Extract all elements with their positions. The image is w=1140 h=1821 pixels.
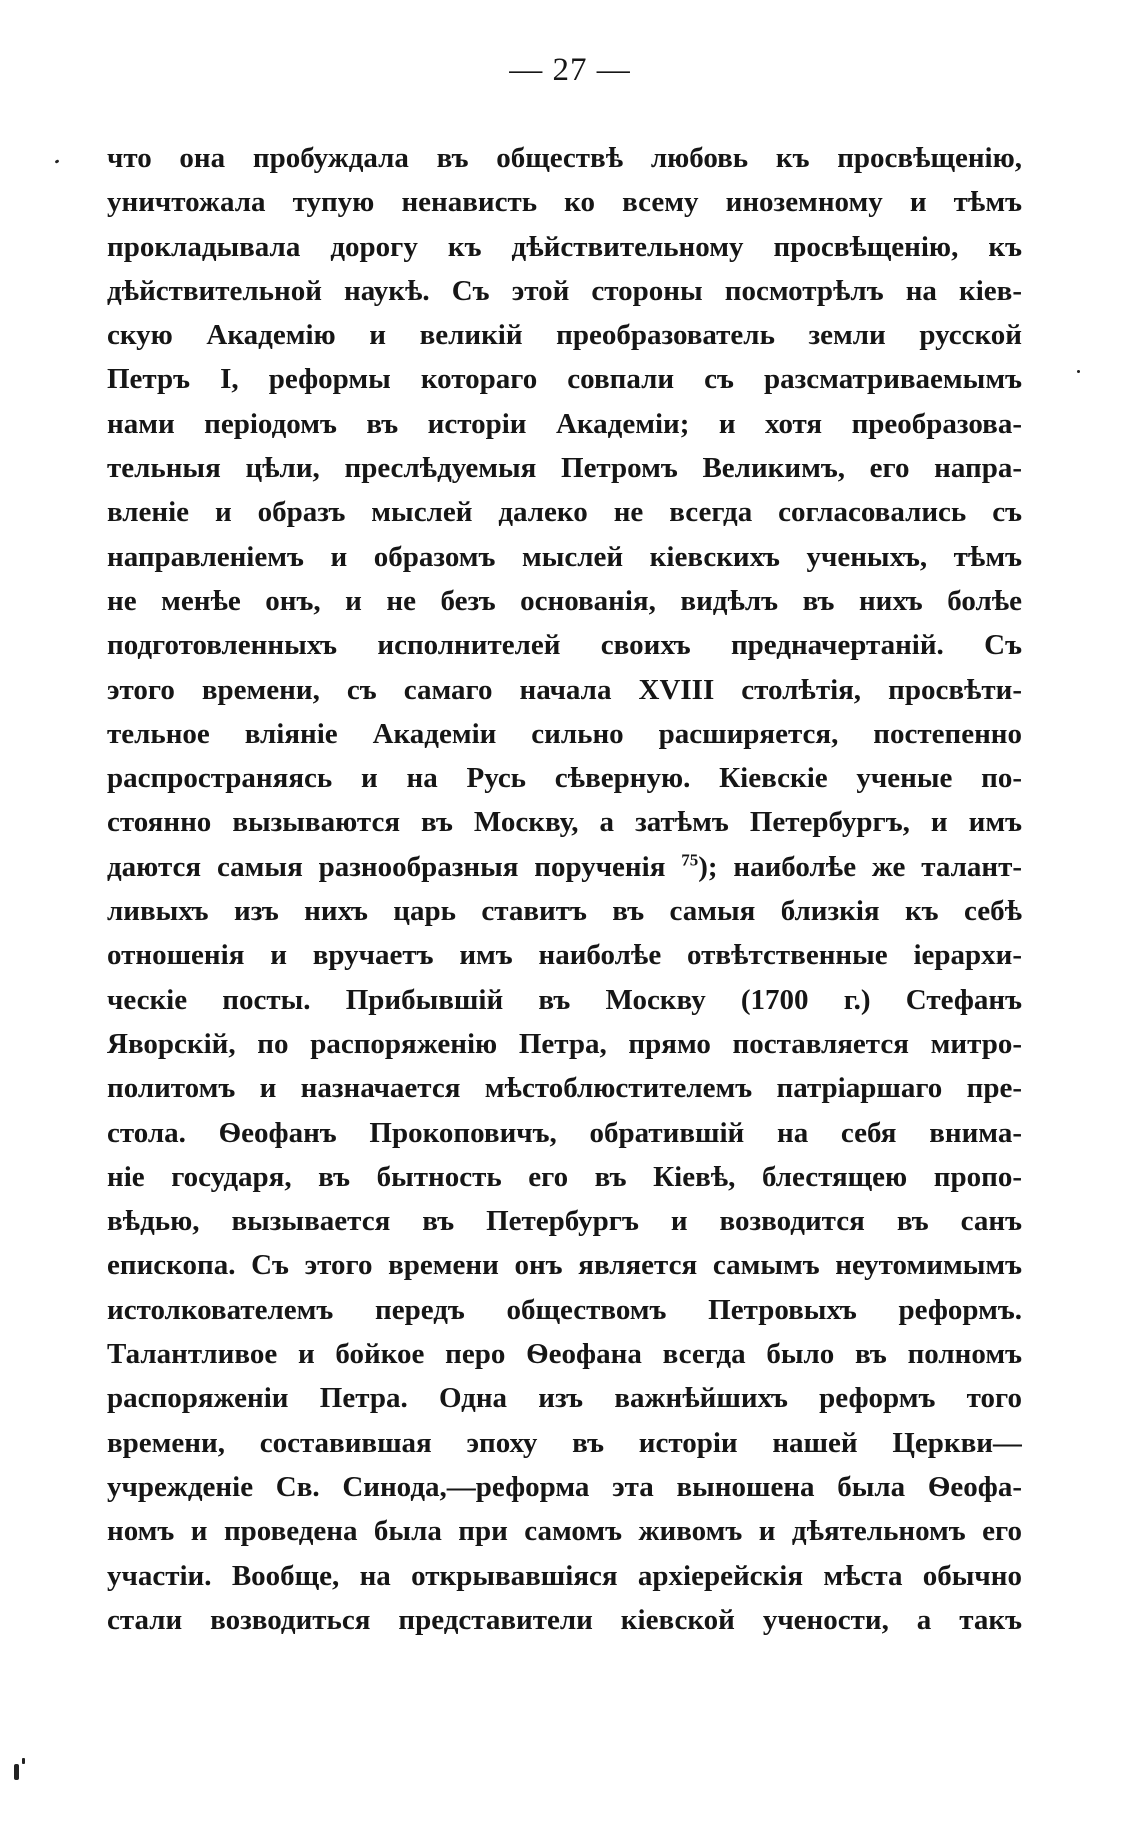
text-line: политомъ и назначается мѣстоблюстителемъ патріаршаго пре- bbox=[107, 1072, 1022, 1105]
text-line: направленіемъ и образомъ мыслей кіевскихъ ученыхъ, тѣмъ bbox=[107, 540, 1022, 573]
line-text-after: ); наиболѣе же талант- bbox=[698, 850, 1022, 883]
footnote-ref-75[interactable]: 75 bbox=[681, 850, 699, 870]
text-line: дѣйствительной наукѣ. Съ этой стороны посмотрѣлъ на кіев- bbox=[107, 274, 1022, 307]
text-line: Талантливое и бойкое перо Ѳеофана всегда было въ полномъ bbox=[107, 1338, 1022, 1371]
text-line: скую Академію и великій преобразователь земли русской bbox=[107, 319, 1022, 352]
text-line: вѣдью, вызывается въ Петербургъ и возводится въ санъ bbox=[107, 1205, 1022, 1238]
text-line: ніе государя, въ бытность его въ Кіевѣ, блестящею пропо- bbox=[107, 1160, 1022, 1193]
line-text-before: даются самыя разнообразныя порученія bbox=[107, 850, 682, 883]
text-line: ческіе посты. Прибывшій въ Москву (1700 г.) Стефанъ bbox=[107, 983, 1022, 1016]
text-line: ливыхъ изъ нихъ царь ставитъ въ самыя близкія къ себѣ bbox=[107, 895, 1022, 928]
text-line: стали возводиться представители кіевской учености, а такъ bbox=[107, 1603, 1022, 1636]
text-line: стоянно вызываются въ Москву, а затѣмъ Петербургъ, и имъ bbox=[107, 806, 1022, 839]
scan-speck bbox=[22, 1758, 25, 1764]
text-line: вленіе и образъ мыслей далеко не всегда согласовались съ bbox=[107, 496, 1022, 529]
text-line: этого времени, съ самаго начала XVIII столѣтія, просвѣти- bbox=[107, 673, 1022, 706]
text-line: что она пробуждала въ обществѣ любовь къ просвѣщенію, bbox=[107, 142, 1022, 174]
text-line: времени, составившая эпоху въ исторіи нашей Церкви— bbox=[107, 1426, 1022, 1459]
text-line: тельное вліяніе Академіи сильно расширяется, постепенно bbox=[107, 717, 1022, 750]
scan-speck bbox=[14, 1764, 19, 1780]
text-line: участіи. Вообще, на открывавшіяся архіерейскія мѣста обычно bbox=[107, 1559, 1022, 1592]
text-line: епископа. Съ этого времени онъ является самымъ неутомимымъ bbox=[107, 1249, 1022, 1282]
body-text bbox=[107, 136, 1022, 1642]
text-line: тельныя цѣли, преслѣдуемыя Петромъ Великимъ, его напра- bbox=[107, 452, 1022, 485]
text-line: распространяясь и на Русь сѣверную. Кіевскіе ученые по- bbox=[107, 762, 1022, 795]
text-line: нами періодомъ въ исторіи Академіи; и хотя преобразова- bbox=[107, 407, 1022, 440]
text-line: Петръ I, реформы котораго совпали съ разсматриваемымъ bbox=[107, 363, 1022, 396]
text-line: номъ и проведена была при самомъ живомъ и дѣятельномъ его bbox=[107, 1515, 1022, 1548]
page-number: — 27 — bbox=[509, 52, 631, 88]
text-line: Яворскій, по распоряженію Петра, прямо поставляется митро- bbox=[107, 1027, 1022, 1060]
text-line: отношенія и вручаетъ имъ наиболѣе отвѣтственные іерархи- bbox=[107, 939, 1022, 972]
text-line: уничтожала тупую ненависть ко всему иноземному и тѣмъ bbox=[107, 186, 1022, 219]
text-line: истолкователемъ передъ обществомъ Петровыхъ реформъ. bbox=[107, 1293, 1022, 1326]
text-line: подготовленныхъ исполнителей своихъ предначертаній. Съ bbox=[107, 629, 1022, 662]
text-line: распоряженіи Петра. Одна изъ важнѣйшихъ реформъ того bbox=[107, 1382, 1022, 1415]
scan-speck bbox=[55, 159, 60, 164]
scan-speck bbox=[1077, 370, 1080, 373]
text-line-with-footnote bbox=[107, 845, 1022, 889]
text-line: учрежденіе Св. Синода,—реформа эта выношена была Ѳеофа- bbox=[107, 1470, 1022, 1503]
text-line: прокладывала дорогу къ дѣйствительному просвѣщенію, къ bbox=[107, 230, 1022, 263]
text-line: стола. Ѳеофанъ Прокоповичъ, обратившій на себя внима- bbox=[107, 1116, 1022, 1149]
text-line: не менѣе онъ, и не безъ основанія, видѣлъ въ нихъ болѣе bbox=[107, 584, 1022, 617]
